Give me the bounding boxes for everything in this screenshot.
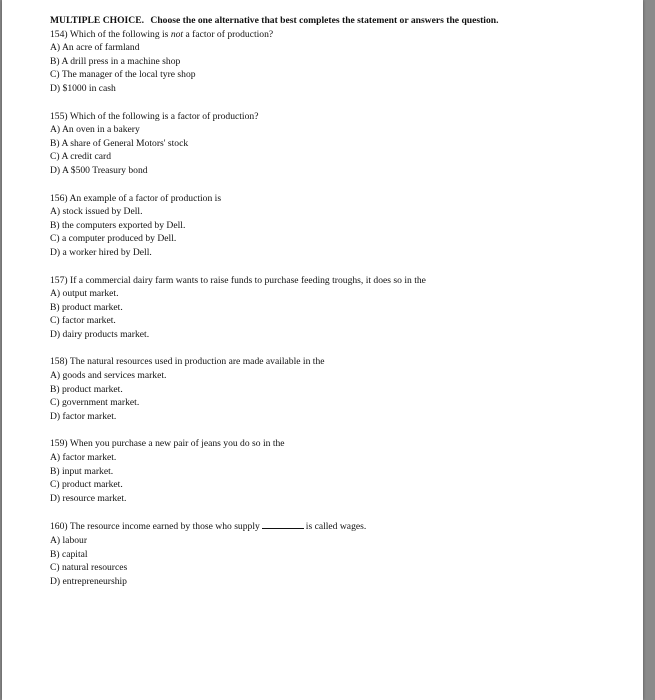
option-b: B) capital — [50, 548, 88, 560]
option-b: B) A drill press in a machine shop — [50, 55, 181, 67]
question-text: Which of the following is — [69, 28, 169, 40]
option-c: C) natural resources — [50, 562, 128, 574]
question-160 — [50, 519, 630, 588]
question-stem — [50, 28, 630, 42]
option-a: A) output market. — [50, 288, 119, 300]
option-d: D) dairy products market. — [50, 328, 150, 340]
option-d: D) a worker hired by Dell. — [50, 246, 152, 258]
option-a: A) stock issued by Dell. — [50, 206, 143, 218]
option-a: A) factor market. — [50, 452, 117, 464]
option-a: A) An oven in a bakery — [50, 124, 140, 136]
option-a: A) An acre of farmland — [50, 42, 140, 54]
question-text: The resource income earned by those who supply — [69, 521, 260, 533]
question-stem — [50, 192, 630, 206]
option-c: C) The manager of the local tyre shop — [50, 69, 196, 81]
question-text: is called wages. — [305, 521, 367, 533]
question-157 — [50, 274, 630, 342]
question-stem — [50, 355, 630, 369]
question-text: An example of a factor of production is — [69, 192, 222, 204]
question-stem — [50, 274, 630, 288]
question-156 — [50, 192, 630, 260]
option-b: B) product market. — [50, 301, 123, 313]
question-stem — [50, 110, 630, 124]
option-c: C) product market. — [50, 479, 123, 491]
question-number: 156) — [50, 192, 68, 204]
option-d: D) entrepreneurship — [50, 575, 127, 587]
question-158 — [50, 355, 630, 423]
question-number: 157) — [50, 274, 68, 286]
question-number: 159) — [50, 438, 68, 450]
question-text: When you purchase a new pair of jeans you do so in the — [69, 438, 285, 450]
option-d: D) factor market. — [50, 410, 117, 422]
question-154 — [50, 28, 630, 96]
question-159 — [50, 437, 630, 505]
option-b: B) input market. — [50, 465, 114, 477]
heading-instructions: Choose the one alternative that best completes the statement or answers the question. — [150, 15, 499, 26]
option-d: D) A $500 Treasury bond — [50, 164, 148, 176]
question-number: 154) — [50, 28, 68, 40]
option-c: C) a computer produced by Dell. — [50, 233, 177, 245]
option-c: C) factor market. — [50, 315, 116, 327]
question-text: Which of the following is a factor of production? — [69, 110, 259, 122]
question-text: If a commercial dairy farm wants to raise funds to purchase feeding troughs, it does so in the — [70, 274, 426, 286]
option-a: A) labour — [50, 535, 88, 546]
option-b: B) A share of General Motors' stock — [50, 137, 189, 149]
question-text: The natural resources used in production are made available in the — [69, 356, 325, 368]
option-d: D) resource market. — [50, 492, 127, 504]
document-page — [2, 0, 643, 700]
option-b: B) product market. — [50, 383, 123, 395]
answer-blank — [262, 519, 304, 529]
option-c: C) A credit card — [50, 151, 112, 163]
question-emphasis: not — [170, 28, 184, 40]
option-d: D) $1000 in cash — [50, 82, 116, 94]
question-number: 160) — [50, 521, 68, 533]
question-number: 155) — [50, 110, 68, 122]
heading-label: MULTIPLE CHOICE. — [50, 15, 145, 26]
option-a: A) goods and services market. — [50, 370, 167, 382]
question-stem — [50, 437, 630, 451]
option-b: B) the computers exported by Dell. — [50, 219, 186, 231]
question-text: a factor of production? — [185, 28, 274, 40]
question-stem — [50, 519, 630, 534]
document-content — [50, 14, 630, 602]
question-number: 158) — [50, 356, 68, 368]
question-155 — [50, 110, 630, 178]
section-heading — [50, 14, 630, 28]
option-c: C) government market. — [50, 397, 140, 409]
